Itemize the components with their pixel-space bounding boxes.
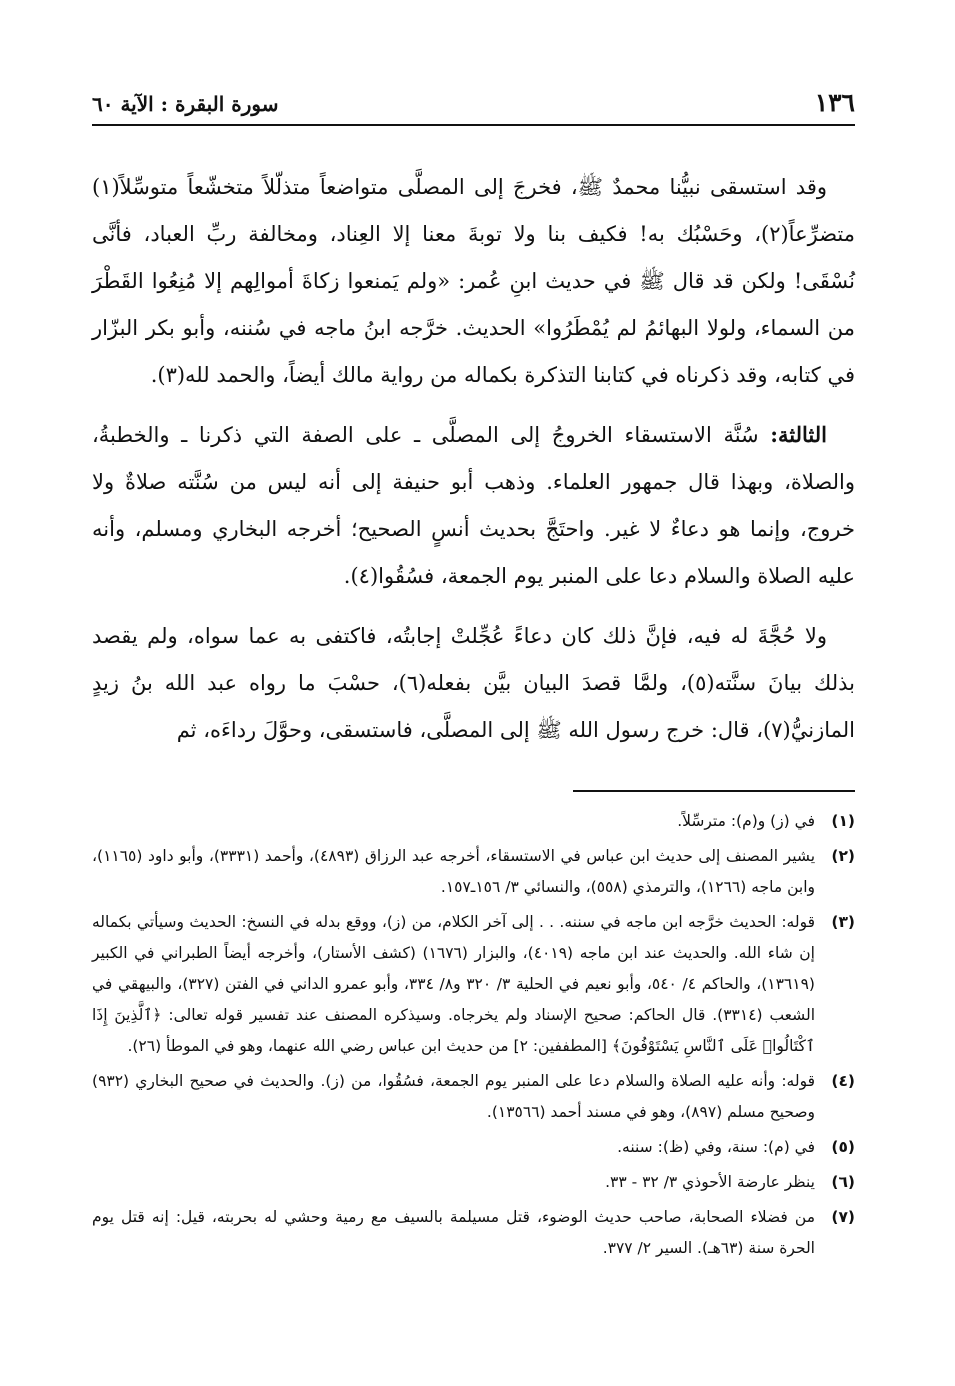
running-title: سورة البقرة : الآية ٦٠ bbox=[92, 92, 279, 116]
footnote-number: (٧) bbox=[831, 1208, 855, 1226]
footnote-item bbox=[92, 806, 855, 837]
footnotes bbox=[92, 806, 855, 1268]
footnote-number: (٦) bbox=[831, 1173, 855, 1191]
footnote-text: قوله: وأنه عليه الصلاة والسلام دعا على المنبر يوم الجمعة، فسُقُوا، من (ز). والحديث في صحيح البخاري (٩٣٢) وصحيح مسلم (٨٩٧)، وهو في مسند أحمد (١٣٥٦٦). bbox=[92, 1072, 815, 1121]
paragraph bbox=[92, 612, 855, 754]
page-number: ١٣٦ bbox=[814, 88, 855, 117]
footnote-number: (١) bbox=[831, 812, 855, 830]
footnote-item bbox=[92, 841, 855, 903]
paragraph-text: ولا حُجَّةَ له فيه، فإنَّ ذلك كان دعاءً عُجِّلتْ إجابتُه، فاكتفى به عما سواه، ولم يقصد بذلك بيانَ سنَّته(٥)، ولمَّا قصدَ البيان بيَّن بفعله(٦)، حسْبَ ما رواه عبد الله بنُ زيدٍ المازنيُّ(٧)، قال: خرج رسول الله ﷺ إلى المصلَّى، فاستسقى، وحوَّلَ رداءَه، ثم bbox=[92, 624, 855, 742]
footnote-text: في (ز) و(م): مترسِّلاً. bbox=[677, 812, 815, 830]
paragraph-text: سُنَّة الاستسقاء الخروجُ إلى المصلَّى ـ على الصفة التي ذكرنا ـ والخطبةُ، والصلاة، وبهذا قال جمهور العلماء. وذهب أبو حنيفة إلى أنه ليس من سُنَّته صلاةٌ ولا خروج، وإنما هو دعاءٌ لا غير. واحتَجَّ بحديث أنسٍ الصحيح؛ أخرجه البخاري ومسلم، وأنه عليه الصلاة والسلام دعا على المنبر يوم الجمعة، فسُقُوا(٤). bbox=[92, 423, 855, 588]
paragraph bbox=[92, 163, 855, 399]
paragraph-text: وقد استسقى نبيُّنا محمدٌ ﷺ، فخرجَ إلى المصلَّى متواضعاً متذلّلاً متخشّعاً متوسِّلاً(١) متضرِّعاً(٢)، وحَسْبُك به! فكيف بنا ولا توبةَ معنا إلا العِناد، ومخالفة ربِّ العباد، فأنَّى نُسْقَى! ولكن قد قال ﷺ في حديث ابنِ عُمر: «ولم يَمنعوا زكاةَ أموالِهم إلا مُنِعُوا القَطْرَ من السماء، ولولا البهائمُ لم يُمْطَرُوا» الحديث. خرَّجه ابنُ ماجه في سُننه، وأبو بكر البزّار في كتابه، وقد ذكرناه في كتابنا التذكرة بكماله من رواية مالك أيضاً، والحمد لله(٣). bbox=[92, 175, 855, 387]
footnote-number: (٥) bbox=[831, 1138, 855, 1156]
main-text bbox=[92, 163, 855, 754]
footnote-item bbox=[92, 1202, 855, 1264]
footnote-number: (٢) bbox=[831, 847, 855, 865]
footnote-number: (٣) bbox=[831, 913, 855, 931]
footnote-item bbox=[92, 1066, 855, 1128]
footnote-text: قوله: الحديث خرَّجه ابن ماجه في سننه. . . إلى آخر الكلام، من (ز)، ووقع بدله في النسخ: الحديث وسيأتي بكماله إن شاء الله. والحديث عند ابن ماجه (٤٠١٩)، والبزار (١٦٧٦) (كشف الأستار)، وأخرجه أيضاً الطبراني في الكبير (١٣٦١٩)، والحاكم ٤/ ٥٤٠، وأبو نعيم في الحلية ٣/ ٣٢٠ و٨/ ٣٣٤، وأبو عمرو الداني في الفتن (٣٢٧)، والبيهقي في الشعب (٣٣١٤). قال الحاكم: صحيح الإسناد ولم يخرجاه. وسيذكره المصنف عند تفسير قوله تعالى: ﴿ٱلَّذِينَ إِذَا ٱكْتَالُوا۟ عَلَى ٱلنَّاسِ يَسْتَوْفُونَ﴾ [المطففين: ٢] من حديث ابن عباس رضي الله عنهما، وهو في الموطأ (٢٦). bbox=[92, 913, 815, 1055]
footnote-item bbox=[92, 1167, 855, 1198]
paragraph-lead: الثالثة: bbox=[770, 422, 827, 447]
footnote-text: ينظر عارضة الأحوذي ٣/ ٣٢ - ٣٣. bbox=[605, 1173, 815, 1191]
footnote-item bbox=[92, 907, 855, 1062]
footnote-text: في (م): سنة، وفي (ظ): سننه. bbox=[617, 1138, 815, 1156]
footnote-number: (٤) bbox=[831, 1072, 855, 1090]
footnote-text: من فضلاء الصحابة، صاحب حديث الوضوء، قتل مسيلمة بالسيف مع رمية وحشي له بحربته، قيل: إنه قتل يوم الحرة سنة (٦٣هـ). السير ٢/ ٣٧٧. bbox=[92, 1208, 815, 1257]
footnote-text: يشير المصنف إلى حديث ابن عباس في الاستسقاء، أخرجه عبد الرزاق (٤٨٩٣)، وأحمد (٣٣٣١)، وأبو داود (١١٦٥)، وابن ماجه (١٢٦٦)، والترمذي (٥٥٨)، والنسائي ٣/ ١٥٦ـ١٥٧. bbox=[92, 847, 816, 896]
footnote-divider bbox=[573, 790, 855, 792]
page-header bbox=[92, 84, 855, 126]
footnote-item bbox=[92, 1132, 855, 1163]
paragraph bbox=[92, 411, 855, 600]
